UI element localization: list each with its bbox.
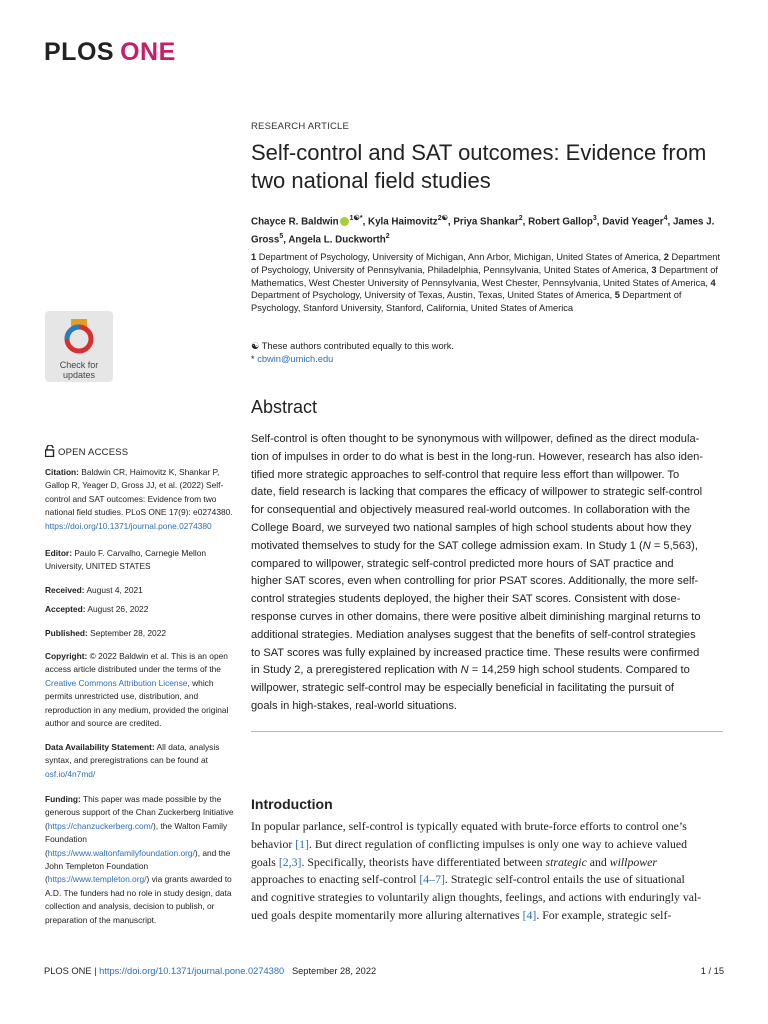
received-label: Received: (45, 585, 85, 595)
abstract-line: Self-control is often thought to be synonymous with willpower, defined as the direct modula- (251, 433, 700, 445)
author-notes (251, 340, 721, 365)
funding-link-czi[interactable]: https://chanzuckerberg.com/ (47, 820, 153, 831)
open-access-text: OPEN ACCESS (58, 447, 129, 458)
footer-doi-link[interactable]: https://doi.org/10.1371/journal.pone.0274380 (99, 966, 285, 976)
abstract-line: date, field research is lacking that compares the efficacy of willpower to strategic self-control (251, 486, 703, 499)
intro-text: . Specifically, theorists have differentiated between (301, 854, 546, 869)
affiliation-number: 4 (710, 277, 716, 288)
author-name[interactable]: David Yeager (602, 216, 664, 228)
data-availability-label: Data Availability Statement: (45, 742, 155, 752)
reference-link[interactable]: [2,3] (278, 854, 302, 869)
funding-text-b: ), the Walton Family Foundation ( (45, 820, 228, 858)
abstract-line: willpower, strategic self-control may be especially beneficial in facilitating the pursuit of (251, 682, 674, 695)
copyright-label: Copyright: (45, 651, 88, 661)
abstract-text (251, 431, 723, 716)
received-text: August 4, 2021 (86, 585, 143, 595)
copyright-text-a: © 2022 Baldwin et al. This is an open access article distributed under the terms of the (45, 651, 228, 675)
introduction-text (251, 818, 723, 925)
page-footer (44, 966, 724, 976)
received-block (45, 584, 235, 597)
copyright-block (45, 650, 235, 730)
author-affiliation-marker: 2 (385, 233, 390, 241)
intro-line (251, 871, 723, 889)
author-affiliation-marker: 1☯* (349, 215, 363, 222)
abstract-line: goals in high-stakes, real-world situations. (251, 699, 457, 712)
funding-link-walton[interactable]: https://www.waltonfamilyfoundation.org/ (47, 847, 195, 858)
author-affiliation-marker: 4 (663, 215, 668, 222)
osf-link[interactable]: osf.io/4n7md/ (45, 768, 96, 779)
affiliation-text: Department of Mathematics, West Chester University of Pennsylvania, West Chester, Pennsylvania, United States of America, (251, 264, 718, 288)
funding-label: Funding: (45, 794, 81, 804)
editor-block (45, 547, 235, 574)
open-access-label (45, 445, 128, 458)
editor-text: Paulo F. Carvalho, Carnegie Mellon University, UNITED STATES (45, 548, 207, 572)
email-link[interactable]: cbwin@umich.edu (257, 353, 334, 364)
author-affiliation-marker: 2 (518, 215, 523, 222)
affiliation-number: 1 (251, 252, 257, 262)
author-name[interactable]: Robert Gallop (528, 216, 593, 228)
abstract-line: tion of impulses in order to do what is best in the long-run. However, research has also iden- (251, 450, 703, 463)
logo-one: ONE (120, 38, 176, 66)
copyright-text-b: , which permits unrestricted use, distribution, and reproduction in any medium, provided the original author and source are credited. (45, 677, 229, 729)
affiliation-number: 2 (663, 252, 669, 262)
author-name[interactable]: Priya Shankar (453, 216, 519, 228)
intro-text: and cognitive strategies to voluntarily align thoughts, feelings, and actions with enduringly val- (251, 890, 702, 905)
bookmark-ring-icon (62, 317, 96, 355)
published-text: September 28, 2022 (90, 628, 167, 638)
author-name[interactable]: Chayce R. Baldwin (251, 216, 339, 228)
funding-text-a: This paper was made possible by the generous support of the Chan Zuckerberg Initiative ( (45, 794, 234, 831)
reference-link[interactable]: [4] (522, 907, 537, 922)
abstract-line: College Board, we surveyed two national samples of high school students about how they (251, 521, 692, 534)
data-availability-text: All data, analysis syntax, and preregistrations can be found at (45, 742, 220, 766)
intro-text: In popular parlance, self-control is typically equated with brute-force efforts to control one’s (251, 819, 687, 833)
intro-text: . But direct regulation of conflicting impulses is only one way to achieve valued (309, 836, 688, 851)
affiliation-number: 3 (651, 264, 657, 275)
affiliation-text: Department of Psychology, Stanford University, Stanford, California, United States of America (251, 290, 682, 314)
check-for-updates-badge[interactable] (45, 311, 113, 382)
equal-contribution-note: ☯ These authors contributed equally to this work. (251, 341, 454, 351)
emphasis: strategic (545, 854, 587, 869)
abstract-line: compared to willpower, strategic self-control predicted more hours of SAT practice and (251, 557, 674, 570)
author-affiliation-marker: 5 (279, 233, 284, 241)
author-name[interactable]: James J. Gross (251, 216, 715, 246)
intro-line (251, 836, 723, 854)
funding-text-c: ), and the John Templeton Foundation ( (45, 847, 231, 885)
abstract-line: higher SAT scores, even when controlling for prior PSAT scores. Additionally, the more self- (251, 575, 699, 588)
intro-text: behavior (251, 836, 296, 851)
page-number: 1 / 15 (700, 966, 724, 976)
accepted-block (45, 603, 235, 616)
affiliation-text: Department of Psychology, University of Texas, Austin, Texas, United States of America, (251, 290, 615, 301)
abstract-divider (251, 731, 723, 732)
article-title: Self-control and SAT outcomes: Evidence from two national field studies (251, 140, 707, 193)
accepted-label: Accepted: (45, 604, 86, 614)
published-block (45, 627, 235, 640)
intro-text: ued goals despite momentarily more alluring alternatives (251, 907, 523, 922)
abstract-line: tified more strategic approaches to self-control that require less effort than willpower. To (251, 468, 680, 481)
citation-block (45, 466, 235, 533)
intro-line (251, 854, 723, 872)
funding-block (45, 793, 235, 927)
abstract-line: to SAT scores was fully explained by increased practice time. These results were confirmed (251, 646, 700, 659)
footer-journal: PLOS ONE | (44, 966, 97, 976)
abstract-line: additional strategies. Mediation analyses suggest that the benefits of self-control strategies (251, 628, 696, 641)
author-affiliation-marker: 2☯ (437, 215, 448, 222)
affiliations (251, 251, 721, 315)
abstract-line: motivated themselves to study for the SAT college admission exam. In Study 1 (N = 5,563), (251, 539, 698, 552)
intro-line (251, 889, 723, 907)
intro-line (251, 818, 723, 836)
open-lock-icon (45, 445, 55, 457)
intro-text: approaches to enacting self-control (251, 872, 420, 887)
author-affiliation-marker: 3 (592, 215, 597, 222)
citation-label: Citation: (45, 467, 79, 477)
badge-line-2: updates (62, 370, 96, 380)
abstract-line: in Study 2, a preregistered replication with N = 14,259 high school students. Compared to (251, 664, 690, 677)
abstract-line: response curves in other domains, there were positive albeit diminishing marginal returns to (251, 610, 701, 623)
author-name[interactable]: Angela L. Duckworth (288, 234, 386, 246)
orcid-icon[interactable] (340, 217, 349, 226)
citation-text: Baldwin CR, Haimovitz K, Shankar P, Gallop R, Yeager D, Gross JJ, et al. (2022) Self-control and SAT outcomes: Evidence from two national field studies. PLoS ONE 17(9): e0274380. (45, 467, 233, 518)
reference-link[interactable]: [4–7] (419, 872, 445, 887)
intro-text: and (586, 854, 610, 869)
author-list: Chayce R. Baldwin $^{1☯*}$, Kyla Haimovitz$^{2☯}$, Priya Shankar$^2$, Robert Gallop$^3$, David Yeager$^4$, James J. Gross$^5$, Angela L. Duckworth$^2$ (251, 215, 715, 246)
accepted-text: August 26, 2022 (87, 604, 149, 614)
affiliation-text: Department of Psychology, University of Pennsylvania, Philadelphia, Pennsylvania, United States of America, (251, 252, 721, 275)
intro-line (251, 907, 723, 925)
funding-link-templeton[interactable]: https://www.templeton.org/ (47, 874, 147, 885)
emphasis: willpower (609, 854, 657, 869)
badge-line-1: Check for (59, 360, 99, 370)
author-name[interactable]: Kyla Haimovitz (368, 216, 438, 228)
abstract-line: for consequential and objectively measured real-world outcomes. In collaboration with the (251, 504, 691, 517)
logo-plos: PLOS (44, 38, 115, 66)
corresponding-email: * cbwin@umich.edu (251, 353, 334, 364)
intro-text: . For example, strategic self- (536, 907, 672, 922)
intro-text: . Strategic self-control entails the use of situational (444, 872, 685, 887)
published-label: Published: (45, 628, 88, 638)
citation-doi-link[interactable]: https://doi.org/10.1371/journal.pone.0274380 (45, 520, 212, 531)
footer-date: September 28, 2022 (291, 966, 377, 976)
introduction-heading: Introduction (251, 796, 333, 812)
affiliation-text: Department of Psychology, University of Michigan, Ann Arbor, Michigan, United States of America, (256, 252, 664, 262)
funding-text-d: ) via grants awarded to A.D. The funders had no role in study design, data collection and analysis, decision to publish, or preparation of the manuscript. (45, 874, 232, 925)
journal-logo[interactable] (44, 38, 176, 67)
abstract-heading: Abstract (251, 397, 318, 417)
article-type: RESEARCH ARTICLE (251, 121, 350, 132)
equal-contribution-text: These authors contributed equally to this work. (261, 341, 454, 351)
editor-label: Editor: (45, 548, 72, 558)
license-link[interactable]: Creative Commons Attribution License (45, 677, 188, 688)
intro-text: goals (251, 854, 279, 869)
reference-link[interactable]: [1] (295, 836, 309, 851)
abstract-line: control strategies students deployed, the higher their SAT scores. Consistent with dose- (251, 593, 681, 606)
affiliation-number: 5 (614, 290, 620, 301)
data-availability-block (45, 741, 235, 781)
